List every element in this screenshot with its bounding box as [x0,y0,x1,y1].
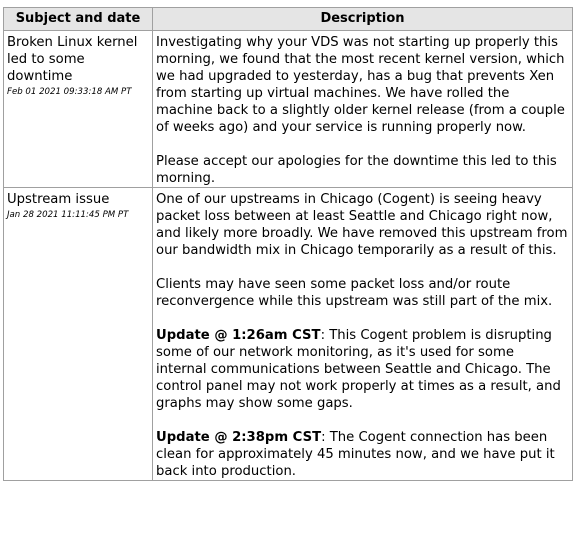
subject-date: Feb 01 2021 09:33:18 AM PT [7,87,132,97]
subject-cell [4,31,153,188]
paragraph-text: Investigating why your VDS was not starting up properly this morning, we found that the most recent kernel version, which we had upgraded to yesterday, has a bug that prevents Xen from starting up virtual machines. We have rolled the machine back to a slightly older kernel release (from a couple of weeks ago) and your service is running properly now. [156,35,565,135]
subject-date: Jan 28 2021 11:11:45 PM PT [7,210,129,220]
description-cell [153,188,573,481]
table-row [4,31,573,188]
column-header-description: Description [153,8,573,31]
update-label: Update @ 2:38pm CST [156,430,322,445]
table-row [4,188,573,481]
description-paragraph [156,191,568,259]
subject-title: Upstream issue [7,192,110,207]
paragraph-text: Clients may have seen some packet loss and/or route reconvergence while this upstream was still part of the mix. [156,277,553,309]
paragraph-text: One of our upstreams in Chicago (Cogent) is seeing heavy packet loss between at least Seattle and Chicago right now, and likely more broadly. We have removed this upstream from our bandwidth mix in Chicago temporarily as a result of this. [156,192,568,258]
description-cell [153,31,573,188]
status-table [3,7,573,481]
paragraph-text: : The Cogent connection has been clean for approximately 45 minutes now, and we have put it back into production. [156,430,555,479]
paragraph-text: Please accept our apologies for the downtime this led to this morning. [156,154,557,186]
update-label: Update @ 1:26am CST [156,328,321,343]
description-paragraph [156,429,568,480]
description-paragraph [156,34,568,136]
column-header-subject: Subject and date [4,8,153,31]
description-paragraph [156,276,568,310]
description-paragraph [156,327,568,412]
description-paragraph [156,153,568,187]
paragraph-text: : This Cogent problem is disrupting some of our network monitoring, as it's used for some internal communications between Seattle and Chicago. The control panel may not work properly at times as a result, and graphs may show some gaps. [156,328,561,411]
subject-cell [4,188,153,481]
subject-title: Broken Linux kernel led to some downtime [7,35,138,84]
table-header-row [4,8,573,31]
